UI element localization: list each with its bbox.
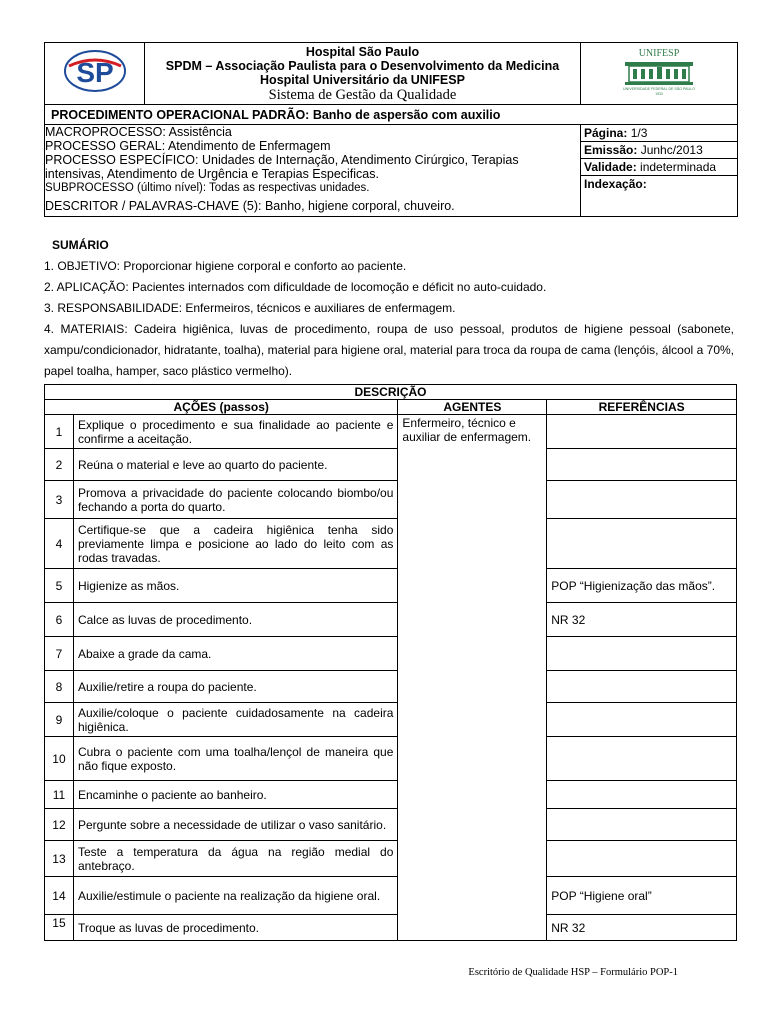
step-number: 11 (45, 781, 74, 809)
step-action: Certifique-se que a cadeira higiênica tenha sido previamente limpa e posicione ao lado do leito com as rodas travadas. (73, 519, 397, 569)
step-number: 15 (45, 915, 74, 941)
step-reference (547, 519, 737, 569)
validade-value: indeterminada (640, 160, 717, 174)
step-action: Auxilie/estimule o paciente na realização da higiene oral. (73, 877, 397, 915)
step-reference: NR 32 (547, 603, 737, 637)
step-reference: POP “Higiene oral” (547, 877, 737, 915)
step-action: Promova a privacidade do paciente colocando biombo/ou fechando a porta do quarto. (73, 481, 397, 519)
responsabilidade: 3. RESPONSABILIDADE: Enfermeiros, técnicos e auxiliares de enfermagem. (44, 301, 456, 315)
step-action: Teste a temperatura da água na região medial do antebraço. (73, 841, 397, 877)
summary-title: SUMÁRIO (52, 238, 109, 252)
table-row (45, 603, 737, 637)
materiais: 4. MATERIAIS: Cadeira higiênica, luvas de procedimento, roupa de uso pessoal, produtos de higiene pessoal (sabonete, xampu/condicionador, hidratante, toalha), material para higiene oral, material para troca da roupa de cama (lençóis, álcool a 70%, papel toalha, hamper, saco plástico vermelho). (44, 322, 734, 378)
emissao-value: Junhc/2013 (640, 143, 703, 157)
unifesp-logo-text: UNIFESP (638, 48, 680, 59)
col-actions-header: AÇÕES (passos) (45, 400, 398, 415)
step-number: 6 (45, 603, 74, 637)
summary-section (44, 235, 734, 382)
objetivo: 1. OBJETIVO: Proporcionar higiene corporal e conforto ao paciente. (44, 259, 407, 273)
pagina-label: Página: (584, 126, 628, 140)
table-row (45, 415, 737, 449)
step-action: Encaminhe o paciente ao banheiro. (73, 781, 397, 809)
process-info (45, 125, 581, 217)
step-action: Troque as luvas de procedimento. (73, 915, 397, 941)
step-action: Auxilie/retire a roupa do paciente. (73, 671, 397, 703)
step-action: Pergunte sobre a necessidade de utilizar o vaso sanitário. (73, 809, 397, 841)
descritor: DESCRITOR / PALAVRAS-CHAVE (5): Banho, higiene corporal, chuveiro. (45, 199, 455, 213)
validade-label: Validade: (584, 160, 637, 174)
institution-line-2: SPDM – Associação Paulista para o Desenvolvimento da Medicina (165, 58, 560, 73)
institution-line-1: Hospital São Paulo (305, 44, 420, 59)
unifesp-logo (581, 43, 738, 105)
step-number: 2 (45, 449, 74, 481)
step-action: Calce as luvas de procedimento. (73, 603, 397, 637)
description-title: DESCRIÇÃO (45, 385, 737, 400)
step-reference (547, 637, 737, 671)
step-reference (547, 809, 737, 841)
footer-note: Escritório de Qualidade HSP – Formulário POP-1 (468, 967, 678, 978)
table-row (45, 841, 737, 877)
step-number: 4 (45, 519, 74, 569)
step-number: 12 (45, 809, 74, 841)
step-reference (547, 481, 737, 519)
steps-body (45, 415, 737, 941)
step-number: 7 (45, 637, 74, 671)
quality-system-title: Sistema de Gestão da Qualidade (268, 86, 457, 103)
validade-field (581, 159, 737, 176)
table-row (45, 481, 737, 519)
step-number: 5 (45, 569, 74, 603)
step-action: Reúna o material e leve ao quarto do paciente. (73, 449, 397, 481)
step-reference (547, 841, 737, 877)
institution-line-3: Hospital Universitário da UNIFESP (260, 72, 465, 87)
unifesp-building-icon (619, 46, 699, 96)
step-reference (547, 781, 737, 809)
step-action: Explique o procedimento e sua finalidade ao paciente e confirme a aceitação. (73, 415, 397, 449)
table-row (45, 703, 737, 737)
step-action: Cubra o paciente com uma toalha/lençol de maneira que não fique exposto. (73, 737, 397, 781)
step-number: 1 (45, 415, 74, 449)
table-row (45, 809, 737, 841)
subprocesso: SUBPROCESSO (último nível): Todas as respectivas unidades. (45, 182, 370, 194)
document-meta (581, 125, 738, 217)
step-reference (547, 415, 737, 449)
step-reference (547, 703, 737, 737)
unifesp-year: 1933 (655, 92, 663, 96)
table-row (45, 569, 737, 603)
step-number: 9 (45, 703, 74, 737)
document-header (44, 42, 738, 217)
step-number: 8 (45, 671, 74, 703)
table-row (45, 737, 737, 781)
description-table (44, 384, 737, 941)
agents-cell: Enfermeiro, técnico e auxiliar de enfermagem. (398, 415, 547, 941)
table-row (45, 915, 737, 941)
processo-especifico-line-2: intensivas, Atendimento de Urgência e Terapias Especificas. (45, 167, 379, 181)
hsp-logo-text: SP (75, 57, 114, 88)
step-number: 3 (45, 481, 74, 519)
emissao-field (581, 142, 737, 159)
institution-block (145, 43, 581, 105)
step-number: 14 (45, 877, 74, 915)
pop-title: PROCEDIMENTO OPERACIONAL PADRÃO: Banho de aspersão com auxilio (45, 105, 738, 125)
table-row (45, 877, 737, 915)
table-row (45, 637, 737, 671)
step-number: 10 (45, 737, 74, 781)
table-row (45, 449, 737, 481)
step-reference: POP “Higienização das mãos”. (547, 569, 737, 603)
table-row (45, 781, 737, 809)
step-action: Abaixe a grade da cama. (73, 637, 397, 671)
indexacao-label: Indexação: (584, 177, 647, 191)
processo-especifico-line-1: PROCESSO ESPECÍFICO: Unidades de Internação, Atendimento Cirúrgico, Terapias (45, 153, 519, 167)
col-agents-header: AGENTES (398, 400, 547, 415)
step-reference (547, 671, 737, 703)
step-reference (547, 449, 737, 481)
aplicacao: 2. APLICAÇÃO: Pacientes internados com dificuldade de locomoção e déficit no auto-cuidado. (44, 280, 547, 294)
processo-geral: PROCESSO GERAL: Atendimento de Enfermagem (45, 139, 331, 153)
step-reference (547, 737, 737, 781)
table-row (45, 519, 737, 569)
pagina-value: 1/3 (630, 126, 648, 140)
col-refs-header: REFERÊNCIAS (547, 400, 737, 415)
unifesp-caption: UNIVERSIDADE FEDERAL DE SÃO PAULO (623, 87, 695, 91)
emissao-label: Emissão: (584, 143, 638, 157)
step-action: Auxilie/coloque o paciente cuidadosamente na cadeira higiênica. (73, 703, 397, 737)
macroprocesso: MACROPROCESSO: Assistência (45, 125, 232, 139)
step-reference: NR 32 (547, 915, 737, 941)
step-number: 13 (45, 841, 74, 877)
hsp-logo (45, 43, 145, 105)
hsp-logo-icon (63, 48, 127, 94)
table-row (45, 671, 737, 703)
indexacao-field (581, 176, 737, 216)
pagina-field (581, 125, 737, 142)
step-action: Higienize as mãos. (73, 569, 397, 603)
